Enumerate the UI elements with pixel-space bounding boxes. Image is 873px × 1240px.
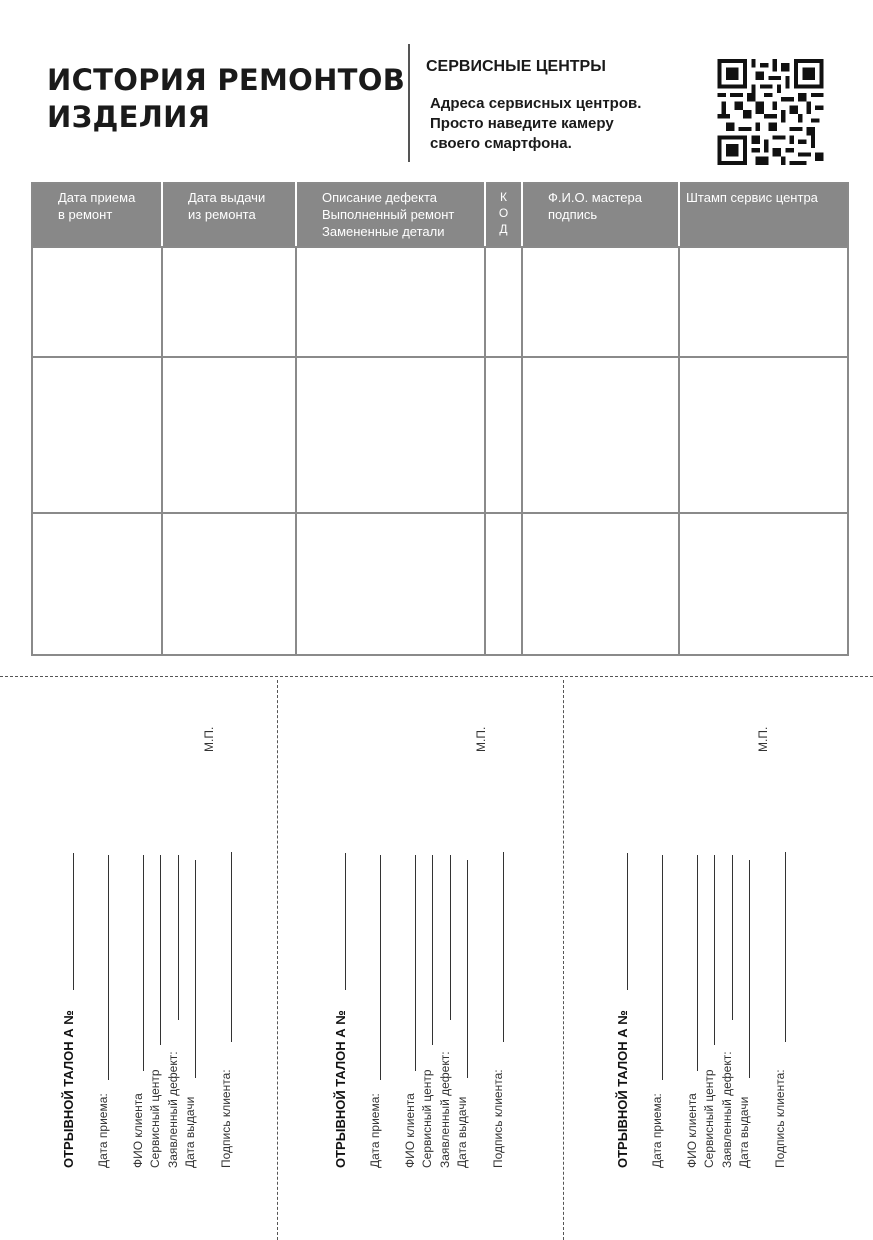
stamp-place-label: М.П.	[474, 726, 488, 752]
table-header-row	[32, 183, 848, 247]
table-cell[interactable]	[485, 247, 522, 357]
field-declared-defect-line[interactable]	[732, 855, 733, 1020]
field-issue-date: Дата выдачи	[455, 1096, 469, 1168]
coupon-title: ОТРЫВНОЙ ТАЛОН А №	[615, 1010, 630, 1168]
table-cell[interactable]	[296, 513, 485, 655]
table-cell[interactable]	[679, 513, 848, 655]
table-cell[interactable]	[162, 357, 296, 513]
field-service-center: Сервисный центр	[420, 1069, 434, 1168]
page-title-line-2: ИЗДЕЛИЯ	[47, 100, 211, 134]
field-intake-date: Дата приема:	[96, 1093, 110, 1168]
field-client-signature-line[interactable]	[231, 852, 232, 1042]
tear-off-coupon	[272, 680, 552, 1240]
coupon-title: ОТРЫВНОЙ ТАЛОН А №	[333, 1010, 348, 1168]
field-client-name-line[interactable]	[697, 855, 698, 1071]
field-client-signature: Подпись клиента:	[219, 1069, 233, 1168]
page-title-line-1: ИСТОРИЯ РЕМОНТОВ	[47, 63, 406, 97]
field-client-name: ФИО клиента	[685, 1093, 699, 1168]
field-client-name-line[interactable]	[143, 855, 144, 1071]
field-service-center: Сервисный центр	[702, 1069, 716, 1168]
service-centers-description	[430, 94, 700, 154]
service-text-line-2: Просто наведите камеру	[430, 115, 614, 132]
service-text-line-1: Адреса сервисных центров.	[430, 95, 642, 112]
table-cell[interactable]	[485, 357, 522, 513]
field-intake-date-line[interactable]	[380, 855, 381, 1080]
table-cell[interactable]	[679, 247, 848, 357]
field-issue-date-line[interactable]	[467, 860, 468, 1078]
column-header-master: Ф.И.О. мастера подпись	[522, 183, 679, 247]
field-intake-date: Дата приема:	[650, 1093, 664, 1168]
table-cell[interactable]	[296, 357, 485, 513]
field-intake-date-line[interactable]	[108, 855, 109, 1080]
table-row	[32, 513, 848, 655]
table-cell[interactable]	[296, 247, 485, 357]
coupon-number-line[interactable]	[73, 853, 74, 990]
table-cell[interactable]	[32, 357, 162, 513]
column-header-issue-date: Дата выдачи из ремонта	[162, 183, 296, 247]
field-declared-defect: Заявленный дефект:	[720, 1051, 734, 1168]
field-intake-date-line[interactable]	[662, 855, 663, 1080]
coupon-number-line[interactable]	[345, 853, 346, 990]
column-header-intake-date: Дата приема в ремонт	[32, 183, 162, 247]
stamp-place-label: М.П.	[756, 726, 770, 752]
page-title	[47, 62, 405, 136]
coupon-title: ОТРЫВНОЙ ТАЛОН А №	[61, 1010, 76, 1168]
field-service-center-line[interactable]	[160, 855, 161, 1045]
coupon-number-line[interactable]	[627, 853, 628, 990]
tear-off-coupon	[0, 680, 280, 1240]
column-header-description: Описание дефекта Выполненный ремонт Замененные детали	[296, 183, 485, 247]
field-client-signature: Подпись клиента:	[491, 1069, 505, 1168]
table-cell[interactable]	[32, 513, 162, 655]
service-centers-title: СЕРВИСНЫЕ ЦЕНТРЫ	[426, 58, 606, 75]
field-client-signature-line[interactable]	[785, 852, 786, 1042]
field-issue-date: Дата выдачи	[737, 1096, 751, 1168]
field-declared-defect-line[interactable]	[178, 855, 179, 1020]
service-text-line-3: своего смартфона.	[430, 135, 572, 152]
field-client-name: ФИО клиента	[131, 1093, 145, 1168]
field-issue-date: Дата выдачи	[183, 1096, 197, 1168]
field-declared-defect: Заявленный дефект:	[166, 1051, 180, 1168]
tear-off-coupon	[554, 680, 834, 1240]
table-cell[interactable]	[522, 357, 679, 513]
field-client-signature: Подпись клиента:	[773, 1069, 787, 1168]
column-header-code: К О Д	[485, 183, 522, 247]
field-issue-date-line[interactable]	[749, 860, 750, 1078]
field-service-center-line[interactable]	[714, 855, 715, 1045]
field-client-signature-line[interactable]	[503, 852, 504, 1042]
field-intake-date: Дата приема:	[368, 1093, 382, 1168]
table-cell[interactable]	[522, 513, 679, 655]
table-cell[interactable]	[32, 247, 162, 357]
table-row	[32, 357, 848, 513]
table-cell[interactable]	[485, 513, 522, 655]
stamp-place-label: М.П.	[202, 726, 216, 752]
field-declared-defect: Заявленный дефект:	[438, 1051, 452, 1168]
table-cell[interactable]	[522, 247, 679, 357]
table-cell[interactable]	[162, 513, 296, 655]
table-row	[32, 247, 848, 357]
table-cell[interactable]	[162, 247, 296, 357]
field-client-name-line[interactable]	[415, 855, 416, 1071]
column-header-stamp: Штамп сервис центра	[679, 183, 848, 247]
field-service-center-line[interactable]	[432, 855, 433, 1045]
field-service-center: Сервисный центр	[148, 1069, 162, 1168]
field-client-name: ФИО клиента	[403, 1093, 417, 1168]
horizontal-cut-line	[0, 676, 873, 677]
table-cell[interactable]	[679, 357, 848, 513]
qr-code-icon[interactable]	[716, 59, 825, 165]
field-declared-defect-line[interactable]	[450, 855, 451, 1020]
field-issue-date-line[interactable]	[195, 860, 196, 1078]
repair-history-table	[31, 182, 849, 656]
header-divider	[408, 44, 410, 162]
